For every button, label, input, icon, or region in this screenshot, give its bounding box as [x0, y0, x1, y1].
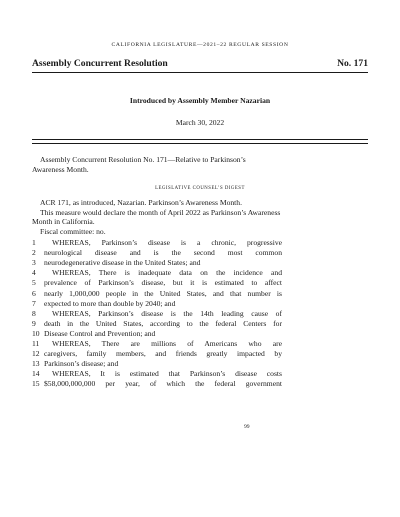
header-divider	[32, 72, 368, 73]
short-title: Assembly Concurrent Resolution No. 171—Relative to Parkinson’s Awareness Month.	[32, 155, 246, 174]
numbered-line	[32, 248, 282, 258]
line-text: WHEREAS, Parkinson’s disease is a chronic, progressive	[52, 238, 282, 247]
resolution-header	[32, 58, 368, 69]
line-text: prevalence of Parkinson’s disease, but it is estimated to affect	[44, 278, 282, 288]
line-text: WHEREAS, There is inadequate data on the incidence and	[52, 268, 282, 278]
line-text: $58,000,000,000 per year, of which the federal government	[44, 379, 282, 389]
line-text: nearly 1,000,000 people in the United States, and that number is	[44, 288, 282, 298]
digest-paragraph: Fiscal committee: no.	[40, 226, 106, 236]
digest-label: LEGISLATIVE COUNSEL’S DIGEST	[155, 186, 245, 191]
digest-paragraph: This measure would declare the month of April 2022 as Parkinson’s Awareness Month in California.	[32, 207, 281, 227]
line-number: 11	[32, 339, 40, 348]
numbered-line	[32, 289, 282, 299]
numbered-line	[32, 258, 282, 268]
line-number: 15	[32, 379, 40, 389]
introduction-date: March 30, 2022	[175, 118, 225, 127]
line-text: neurodegenerative disease in the United States; and	[44, 258, 201, 268]
line-number: 6	[32, 288, 36, 298]
resolution-number: No. 171	[337, 58, 368, 69]
session-header: CALIFORNIA LEGISLATURE—2021–22 REGULAR SESSION	[111, 42, 289, 48]
numbered-line	[32, 278, 282, 288]
digest-paragraph: ACR 171, as introduced, Nazarian. Parkinson’s Awareness Month.	[40, 198, 242, 207]
date-divider-lower	[32, 143, 368, 144]
page-number: 99	[244, 424, 250, 430]
line-text: caregivers, family members, and friends greatly impacted by	[44, 349, 282, 359]
numbered-line	[32, 319, 282, 329]
line-number: 12	[32, 349, 40, 359]
line-number: 1	[32, 238, 36, 247]
line-number: 4	[32, 268, 36, 278]
numbered-line	[32, 349, 282, 359]
line-text: WHEREAS, Parkinson’s disease is the 14th leading cause of	[52, 308, 282, 318]
line-text: death in the United States, according to the federal Centers for	[44, 318, 282, 328]
line-number: 10	[32, 328, 40, 338]
resolution-title: Assembly Concurrent Resolution	[32, 58, 168, 69]
line-text: WHEREAS, It is estimated that Parkinson’s disease costs	[52, 369, 282, 379]
line-number: 9	[32, 318, 36, 328]
line-number: 5	[32, 278, 36, 288]
line-number: 13	[32, 359, 40, 369]
line-text: expected to more than double by 2040; and	[44, 298, 176, 308]
line-text: neurological disease and is the second most common	[44, 248, 282, 258]
numbered-line	[32, 329, 282, 339]
digest	[32, 198, 282, 236]
numbered-line	[32, 359, 282, 369]
date-divider-upper	[32, 139, 368, 140]
line-number: 2	[32, 248, 36, 258]
numbered-line	[32, 299, 282, 309]
line-text: WHEREAS, There are millions of Americans who are	[52, 339, 282, 348]
line-text: Parkinson’s disease; and	[44, 359, 119, 369]
numbered-line	[32, 268, 282, 278]
line-number: 3	[32, 258, 36, 268]
numbered-line	[32, 309, 282, 319]
numbered-line	[32, 238, 282, 248]
numbered-line	[32, 339, 282, 349]
line-number: 7	[32, 298, 36, 308]
introduced-by: Introduced by Assembly Member Nazarian	[129, 96, 271, 105]
line-number: 14	[32, 369, 40, 379]
numbered-line	[32, 369, 282, 379]
line-number: 8	[32, 308, 36, 318]
line-text: Disease Control and Prevention; and	[44, 328, 156, 338]
numbered-line	[32, 379, 282, 389]
